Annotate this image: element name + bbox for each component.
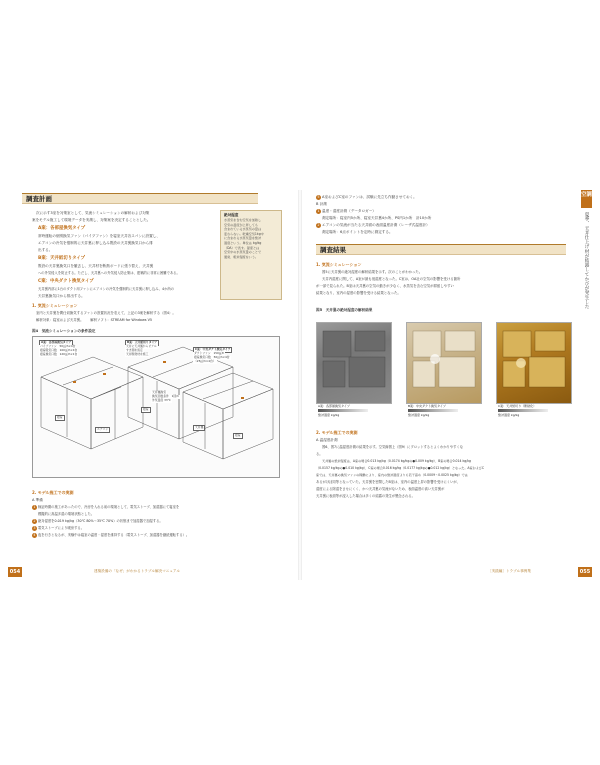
plan-c-line: 天井裏換気口から排出する。 [38,294,85,298]
legend-label-c: 絶対湿度 kg/kg [498,413,520,417]
diagram-a-line: パイプファン 50㎥/h×4台 [40,344,76,348]
page-number-right: 055 [579,569,591,575]
thermo-caption-b: B案：中央ダクト換気タイプ [408,404,446,408]
top-item: 5 A室およびC室のファンは、試験に先立ち作動させておく。 [317,194,417,199]
diagram-note-line: 天井裏換気 [152,390,166,394]
plan-b-line: 既設の天井裏換気口を撤去し、天井材を断熱ボードに張り替え、天井裏 [38,264,154,268]
fig4-caption: 図4 気流シミュレーションの条件設定 [32,329,96,333]
thermo-caption-a: A案：各部屋換気タイプ [318,404,350,408]
model-item: 2 絶対湿度を0.019 kg/kg（30℃ 80%〜35℃ 70%）の状態まで加湿器で加湿する。 [33,518,163,523]
plan-a-line: エアコンの冷気を強制的に天井裏に押し込み既設の天井裏換気口から排 [38,241,153,245]
note-line: （DA）で表す。湿度とは [224,245,260,250]
top-item: B 計測 [316,202,327,206]
diagram-b-line: すき間を設定 [126,348,143,352]
legend-label-b: 絶対湿度 kg/kg [408,413,430,417]
plan-a-title: A案：各部屋換気タイプ [38,226,86,231]
note-line: 空気の温度が上昇しても [224,222,259,227]
diagram-c-line: （25㎥/h×4台） [194,359,216,363]
plan-b-title: B案：天井紙切りタイプ [38,256,86,261]
plan-c-title: C案：中央ダクト換気タイプ [38,279,94,284]
model-line: 湿度による除湿をさせにくく、かつ天井裏の気流がないため、表面温度の高い天井裏が [316,487,445,491]
sim-heading-right: 1. 気流シミュレーション [316,262,362,267]
model-line: 天井裏の絶対湿度は、A室の場合0.013 kg/kg（0.0174 kg/kgの●0.009 kg/kg）、B室の場合0.014 kg/kg [322,459,471,463]
sim-heading: 1. 気流シミュレーション [32,303,78,308]
note-line: 空気中の水蒸気量のことで [224,250,262,255]
diagram-c-title: C案：中央ダクト換気タイプ [195,347,231,351]
top-item: 測定場所：6点ポイントを定時に測定する。 [322,230,393,234]
thermo-image-c [496,322,572,404]
section-heading-plan: 調査計画 [22,193,258,204]
isometric-room-drawings [33,337,279,477]
note-box [220,210,282,300]
room-label: 天井裏 [195,425,204,429]
intro-line-2: 案をモデル施工して環境データを実測し、対策案を決定することとした。 [32,218,151,222]
result-line: 結果となり、室内の湿度の影響を受ける結果となった。 [316,291,401,295]
diagram-a-title: A案：各部屋換気タイプ [41,340,71,344]
model-item: 4 夜を行きとなるが、実験中は寝室の温度・湿度を維持する（電気ストーブ、加湿器を継続運転する）。 [33,532,190,537]
plan-a-line: 常時運転の個別換気ファン（パイプファン）を寝室天井各スパンに設置し、 [38,234,160,238]
note-line: 変わらない。乾燥空気1kg中 [224,231,264,236]
thermo-caption-c: C案：天井紙切り（断熱化） [498,404,537,408]
page-number-left: 054 [9,569,21,575]
thermo-image-a [316,322,392,404]
model-line: る。 [316,452,323,456]
room-label: 寝室 [57,415,63,419]
model-line: （0.0157 kg/kgの●0.010 kg/kg）、C室の場合0.016 kg/kg（0.0177 kg/kgの●0.012 kg/kg）となった。A室およびC [316,466,485,470]
diagram-c-line: ダクトファン 150㎥/h [194,351,225,355]
legend-bar-c [498,409,548,412]
top-item: 測定場所：寝室内5か所、寝室天井裏4か所、PS内1か所 計10か所 [322,216,432,220]
result-line: 図5に天井裏の絶対湿度の解析結果を示す。次のことがわかった。 [322,270,423,274]
result-line: が一部で見られた。B室は天井裏の空気の動きが少なく、水蒸気を含む空気が滞留しやすい [316,284,454,288]
section-heading-results: 調査結果 [316,244,566,255]
footer-title-left: 建築設備の「なぜ」がわかるトラブル解決マニュアル [94,569,180,573]
diagram-b-line: 天井に天井裏からピアル [126,344,157,348]
thermo-image-b [406,322,482,404]
plan-c-line: 天井裏内部に1台のダクト用ファンにエアコンの冷気を強制的に天井裏に押し込み、4か所の [38,287,175,291]
model-line: あるがほぼ同等となっていた。天井裏を密閉したB室は、室内の温度上昇の影響を受けにくいが、 [316,480,461,484]
note-line: 通常、相対湿度をいう。 [224,254,259,259]
model-sub-right: A 温湿度計測 [316,438,338,442]
side-vertical-title: 夏季、天井仕上げ材が結露してかびが発生した [584,212,589,309]
note-line: に含まれる水蒸気量を絶対 [224,236,262,241]
sim-line: 解析対象：寝室および天井裏。 解析ソフト：STREAM for Windows V5 [36,318,153,322]
note-line: 水蒸気を含む空気を加熱し [224,218,262,222]
thermo-a-rooms [317,323,391,403]
side-tab-category: 空調 [581,190,592,208]
model-item: 3 電気ストーブにより暖房する。 [33,525,84,530]
room-label: エアコン [97,427,109,431]
thermo-c-rooms [497,323,571,403]
diagram-b-line: 天井断熱材を施工 [126,352,149,356]
note-line: 湿度という。単位は kg/kg [224,240,262,245]
note-title: 絶対湿度 [224,213,239,217]
model-item-cont: 模擬的に高温多湿の環境状態とした。 [38,512,95,516]
model-line: 室では、天井裏の換気ファンの稼働により、室内の絶対湿度よりも若干高め（0.0009〜0.0025 kg/kg）では [316,473,468,477]
right-page [302,190,592,580]
diagram-note-line: 外気温度 33℃ [152,398,171,402]
plan-a-line: 出する。 [38,248,53,252]
model-heading: 2. モデル施工での実測 [32,490,74,495]
top-item: 2 エアコンの気流が当たる天井面の表面温度計測（レーザ式温度計） [317,222,430,227]
top-item: 1 温度・湿度計測（データロガー） [317,208,376,213]
result-line: 天井内湿度に関して、A室が最も低湿度となった。C室は、OA社の空気の影響を受ける箇所 [322,277,461,281]
model-heading-right: 2. モデル施工での実測 [316,430,358,435]
legend-bar-a [318,409,368,412]
diagram-c-line: 寝室換気口数 50㎥/h×4台 [194,355,230,359]
note-line: 含まれている水蒸気の量は [224,227,262,232]
model-line: 天井裏に表面等が浸入した場合は多くの結露の発生が懸念される。 [316,494,415,498]
sim-line: 室内と天井裏を間仕切換気するファンの設置状況を変えて、上記の3案を解析する（図4）。 [36,311,176,315]
diagram-note-line: 換気回数条件 1回/h [152,394,179,398]
room-label: 寝室 [235,433,241,437]
diagram-a-line: 寝室吸気口数 100㎥/h×4台 [40,348,78,352]
legend-bar-b [408,409,458,412]
legend-label-a: 絶対湿度 kg/kg [318,413,340,417]
book-spread [8,190,592,580]
fig4-diagram [32,336,280,478]
model-line: 図6、図7に温湿度計測の結果を示す。空気線図上（図9）にプロットするとよくわかりやすくな [322,445,464,449]
footer-title-right: ［実践編］トラブル事例集 [488,569,531,573]
diagram-a-line: 寝室換気口数 120㎥/h×1台 [40,352,78,356]
fig5-caption: 図5 天井裏の絶対湿度の解析結果 [316,308,373,312]
model-item: 1 検証時期の施工があったので、冷房を入れる前の環境として、電気ストーブ、加湿器にて寝室を [33,504,180,509]
diagram-b-title: B案：天井紙切りタイプ [127,340,157,344]
intro-line-1: 次に示す3室を対策室として、気流シミュレーションの解析および対策 [36,211,150,215]
left-page [8,190,298,580]
thermo-b-rooms [407,323,481,403]
plan-b-line: への外気侵入を防止する。ただし、天井裏への外気侵入防止策は、建築的に非常に困難である。 [38,271,180,275]
model-sub: A 準備 [32,498,43,502]
room-label: 寝室 [143,407,149,411]
